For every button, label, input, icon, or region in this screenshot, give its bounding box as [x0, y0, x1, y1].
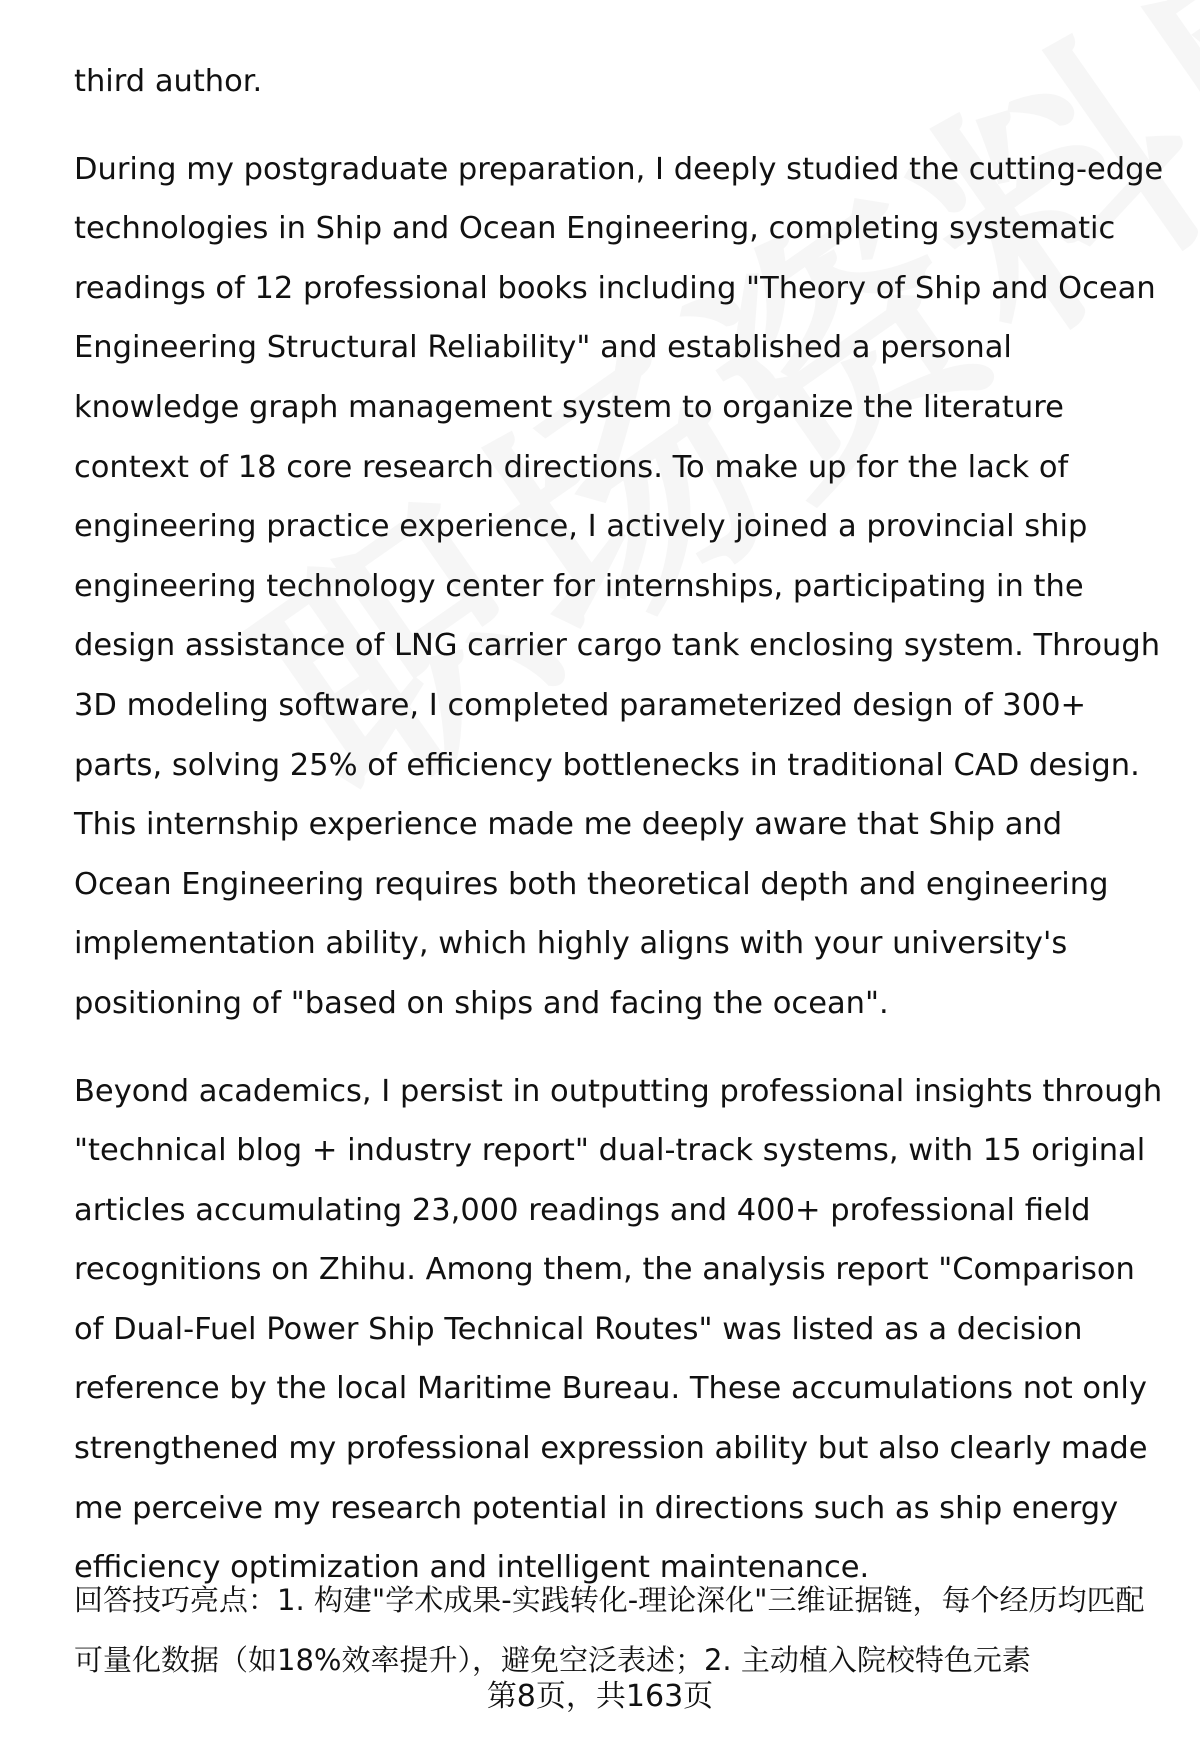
paragraph-beyond-academics: Beyond academics, I persist in outputting professional insights through "technical blog + industry report" dual-track systems, with 15 original articles accumulating 23,000 readings and 400+ professional field recognitions on Zhihu. Among them, the analysis report "Comparison of Dual-Fuel Power Ship Technical Routes" was listed as a decision reference by the local Maritime Bureau. These accumulations not only strengthened my professional expression ability but also clearly made me perceive my research potential in directions such as ship energy efficiency optimization and intelligent maintenance. [74, 1073, 1163, 1586]
paragraph-postgraduate-preparation: During my postgraduate preparation, I deeply studied the cutting-edge technologies in Ship and Ocean Engineering, completing systematic readings of 12 professional books including "Theory of Ship and Ocean Engineering Structural Reliability" and established a personal knowledge graph management system to organize the literature context of 18 core research directions. To make up for the lack of engineering practice experience, I actively joined a provincial ship engineering technology center for internships, participating in the design assistance of LNG carrier cargo tank enclosing system. Through 3D modeling software, I completed parameterized design of 300+ parts, solving 25% of efficiency bottlenecks in traditional CAD design. This internship experience made me deeply aware that Ship and Ocean Engineering requires both theoretical depth and engineering implementation ability, which highly aligns with your university's positioning of "based on ships and facing the ocean". [74, 151, 1164, 1021]
page-number: 第8页，共163页 [486, 1679, 714, 1714]
continued-text-line: third author. [74, 64, 263, 99]
document-body [74, 52, 1164, 1598]
answer-tips: 回答技巧亮点：1. 构建"学术成果-实践转化-理论深化"三维证据链，每个经历均匹配可量化数据（如18%效率提升），避免空泛表述；2. 主动植入院校特色元素 [74, 1583, 1145, 1677]
